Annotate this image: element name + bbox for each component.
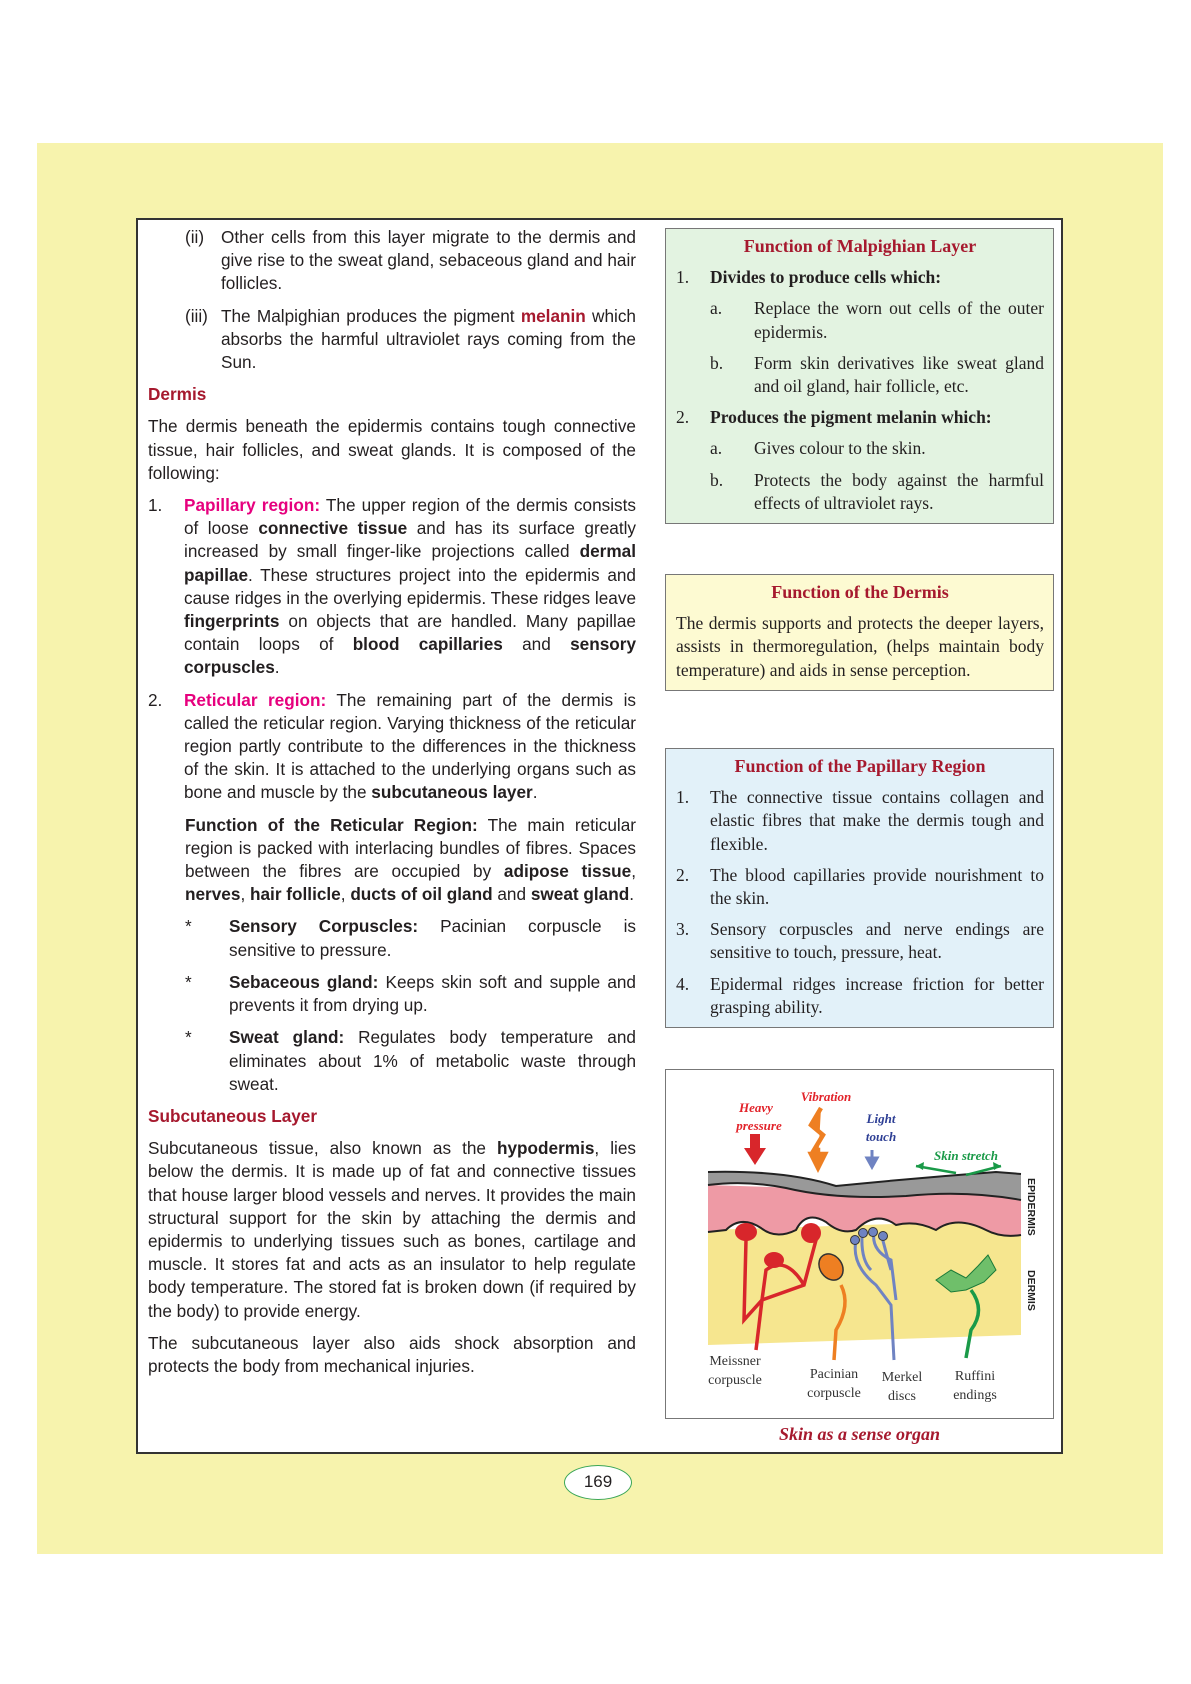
label-merkel: Merkel: [881, 1370, 923, 1385]
label-light: Light: [866, 1111, 896, 1126]
box-item: [676, 918, 1044, 964]
text: and: [502, 634, 571, 655]
label-skin-stretch: Skin stretch: [934, 1148, 998, 1163]
text: and: [492, 884, 531, 905]
box-title: Function of Malpighian Layer: [743, 236, 977, 256]
page-number: 169: [564, 1465, 632, 1500]
bold: hypodermis: [496, 1138, 595, 1159]
label-pressure: pressure: [736, 1118, 782, 1133]
text: on objects that are handled. Many papillae contain loops of: [184, 611, 636, 655]
bullet-item: [185, 915, 636, 961]
diagram-caption: Skin as a sense organ: [778, 1424, 941, 1444]
item-text: Epidermal ridges increase friction for better grasping ability.: [710, 973, 1044, 1017]
label-vibration: Vibration: [800, 1089, 852, 1104]
item-number: 4.: [676, 973, 690, 994]
item-number: (iii): [185, 305, 208, 326]
bold: ducts of oil gland: [350, 884, 493, 905]
dermis-function-box: [665, 574, 1054, 691]
item-number: 1.: [676, 267, 690, 288]
text: Subcutaneous tissue, also known as the: [148, 1138, 497, 1159]
box-item: [676, 406, 1044, 429]
item-text: Produces the pigment melanin which:: [710, 407, 992, 428]
bold: Function of the Reticular Region:: [185, 814, 478, 835]
item-number: 3.: [676, 919, 690, 940]
text: The Malpighian produces the pigment: [221, 305, 521, 326]
reticular-item: [148, 689, 636, 805]
text: The main reticular region is packed with interlacing bundles of fibres. Spaces between the fibres are occupied by: [185, 814, 636, 882]
subcutaneous-last: The subcutaneous layer also aids shock absorption and protects the body from mechanical injuries.: [148, 1332, 636, 1376]
bold: Sensory Corpuscles:: [229, 916, 419, 937]
box-item: [676, 973, 1044, 1019]
text: Keeps skin soft and supple and prevents it from drying up.: [229, 971, 636, 1016]
label-heavy: Heavy: [739, 1100, 773, 1115]
bold: fingerprints: [184, 611, 280, 632]
skin-sense-diagram: [665, 1069, 1054, 1419]
box-subitem: [710, 297, 1044, 343]
item-text: Replace the worn out cells of the outer epidermis.: [754, 298, 1044, 342]
bold: sweat gland: [530, 884, 630, 905]
item-number: 2.: [676, 864, 690, 885]
bold: Sebaceous gland:: [229, 971, 379, 992]
bold: dermal papillae: [184, 541, 636, 585]
box-subitem: [710, 469, 1044, 515]
label-meissner: Meissner: [709, 1354, 761, 1369]
heading-subcutaneous: Subcutaneous Layer: [148, 1105, 318, 1126]
text: , lies below the dermis. It is made up of fat and connective tissues that house larger blood vessels and nerves. It provides the main structural support for the skin by attaching the dermis and epidermis to underlying tissues such as bones, cartilage and muscle. It stores fat and acts as an insulator to help regulate body temperature. The stored fat is broken down (if required by the body) to provide energy.: [148, 1138, 636, 1321]
item-text: The blood capillaries provide nourishment to the skin.: [710, 864, 1044, 909]
content-frame: [136, 218, 1063, 1454]
malpighian-function-box: [665, 228, 1054, 524]
vibration-arrow: [811, 1108, 825, 1168]
text: .: [532, 782, 538, 803]
keyword-melanin: melanin: [520, 305, 586, 326]
text: .: [629, 884, 634, 905]
bullet-text: [229, 1026, 636, 1096]
bold: hair follicle: [250, 884, 341, 905]
dermis-intro: The dermis beneath the epidermis contains tough connective tissue, hair follicles, and sweat glands. It is composed of the following:: [148, 416, 636, 483]
bullet-item: [185, 971, 636, 1017]
bold: adipose tissue: [503, 861, 632, 882]
box-title: Function of the Dermis: [771, 582, 949, 602]
box-item: [676, 786, 1044, 856]
bullet-item: [185, 1026, 636, 1096]
keyword: Reticular region:: [184, 689, 327, 710]
text: . These structures project into the epidermis and cause ridges in the overlying epidermis. These ridges leave: [184, 564, 636, 608]
text: Regulates body temperature and eliminates about 1% of metabolic waste through sweat.: [229, 1027, 636, 1094]
item-number: (ii): [185, 227, 205, 247]
item-text: Form skin derivatives like sweat gland and oil gland, hair follicle, etc.: [754, 352, 1044, 397]
bold: sensory corpuscles: [184, 634, 636, 678]
label-meissner-corpuscle: corpuscle: [708, 1373, 762, 1388]
papillary-function-box: [665, 748, 1054, 1028]
item-text: [221, 305, 636, 375]
label-pacinian-corpuscle: corpuscle: [807, 1386, 861, 1401]
item-text: Other cells from this layer migrate to the dermis and give rise to the sweat gland, sebaceous gland and hair follicles.: [221, 227, 636, 294]
item-text: Gives colour to the skin.: [754, 438, 926, 459]
item-text: Sensory corpuscles and nerve endings are sensitive to touch, pressure, heat.: [710, 919, 1044, 963]
box-item: [676, 864, 1044, 910]
bullet-mark: *: [185, 1027, 192, 1048]
heading-dermis: Dermis: [148, 384, 207, 405]
subcutaneous-text: [148, 1137, 636, 1323]
item-number: b.: [710, 469, 724, 490]
item-number: a.: [710, 438, 723, 459]
text: and has its surface greatly increased by small finger-like projections called: [184, 518, 637, 562]
label-ruffini-endings: endings: [953, 1388, 997, 1403]
item-text: The connective tissue contains collagen and elastic fibres that make the dermis tough and flexible.: [710, 787, 1044, 854]
text: The remaining part of the dermis is called the reticular region. Varying thickness of the reticular region partly contribute to the differences in the thickness of the skin. It is attached to the underlying organs such as bone and muscle by the: [184, 689, 636, 803]
bold: nerves: [185, 884, 241, 905]
papillary-item: [148, 494, 636, 680]
bold: Sweat gland:: [229, 1027, 345, 1048]
label-merkel-discs: discs: [888, 1389, 916, 1404]
bullet-mark: *: [185, 916, 192, 937]
item-text: [184, 689, 636, 805]
label-ruffini: Ruffini: [954, 1369, 996, 1384]
bullet-mark: *: [185, 971, 192, 992]
label-dermis: DERMIS: [1025, 1270, 1037, 1311]
text: .: [274, 657, 280, 678]
left-column: [148, 226, 636, 1387]
list-item-ii: [148, 226, 636, 296]
item-number: 2.: [148, 689, 163, 710]
item-number: b.: [710, 352, 724, 373]
text: Pacinian corpuscle is sensitive to pressure.: [229, 916, 637, 960]
item-number: 1.: [676, 787, 690, 808]
box-title: Function of the Papillary Region: [734, 756, 986, 776]
keyword: Papillary region:: [184, 495, 321, 516]
bullet-text: [229, 915, 636, 961]
reticular-function: [148, 814, 636, 907]
bullet-text: [229, 971, 636, 1017]
bold: blood capillaries: [352, 634, 503, 655]
box-subitem: [710, 437, 1044, 460]
item-number: a.: [710, 298, 723, 319]
bold: connective tissue: [258, 518, 408, 539]
item-number: 2.: [676, 407, 690, 428]
label-pacinian: Pacinian: [809, 1367, 859, 1382]
text: The upper region of the dermis consists of loose: [184, 495, 636, 539]
text: which absorbs the harmful ultraviolet rays coming from the Sun.: [221, 305, 636, 373]
text: ,: [340, 884, 351, 905]
text: ,: [240, 884, 250, 905]
item-text: Divides to produce cells which:: [710, 267, 942, 288]
label-touch: touch: [865, 1129, 897, 1144]
label-epidermis: EPIDERMIS: [1025, 1178, 1037, 1236]
item-text: Protects the body against the harmful effects of ultraviolet rays.: [754, 469, 1044, 513]
heavy-pressure-arrow: [744, 1134, 766, 1165]
text: ,: [631, 861, 636, 882]
bold: subcutaneous layer: [371, 782, 533, 803]
light-touch-arrow: [867, 1150, 877, 1167]
box-subitem: [710, 352, 1044, 398]
box-item: [676, 266, 1044, 289]
box-text: The dermis supports and protects the deeper layers, assists in thermoregulation, (helps maintain body temperature) and aids in sense perception.: [676, 613, 1044, 680]
item-number: 1.: [148, 495, 163, 516]
list-item-iii: [148, 305, 636, 375]
item-text: [184, 494, 636, 680]
